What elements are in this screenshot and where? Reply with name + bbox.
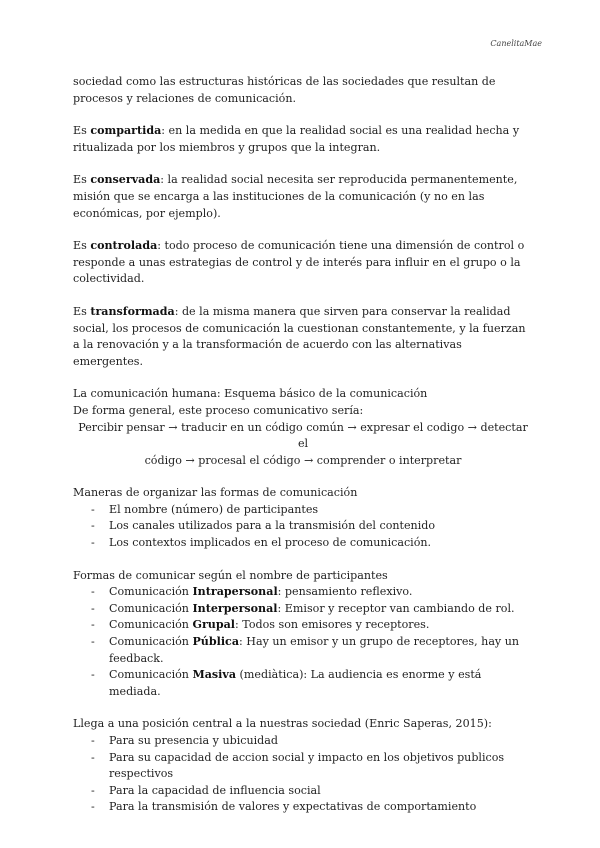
list-item: - Comunicación Pública: Hay un emisor y un grupo de receptores, hay un feedback. (91, 634, 533, 667)
term-conservada: conservada (90, 173, 161, 187)
list-item: - Para su capacidad de accion social y impacto en los objetivos publicos respectivos (91, 750, 533, 783)
term-compartida: compartida (90, 124, 162, 138)
list-item: - Comunicación Masiva (mediàtica): La audiencia es enorme y está mediada. (91, 667, 533, 700)
list-item: - Comunicación Intrapersonal: pensamiento reflexivo. (91, 584, 533, 601)
list-item: - El nombre (número) de participantes (91, 502, 533, 519)
list-item: - Para su presencia y ubicuidad (91, 733, 533, 750)
organize-heading: Maneras de organizar las formas de comunicación (73, 486, 358, 500)
scheme-flow-line-2: código → procesal el código → comprender o interpretar (144, 453, 462, 467)
list-item: - Para la transmisión de valores y expectativas de comportamiento (91, 799, 533, 816)
intro-paragraph: sociedad como las estructuras históricas de las sociedades que resultan de procesos y relaciones de comunicación. (73, 75, 496, 105)
page-header-author: CanelitaMae (490, 39, 542, 48)
trait-transformada: Es transformada: de la misma manera que sirven para conservar la realidad social, los procesos de comunicación la cuestionan constantemente, y la fuerzan a la renovación y a la transformación de acuerdo con las alternativas emergentes. (73, 304, 526, 368)
organize-list (73, 502, 533, 552)
term-transformada: transformada (90, 304, 175, 318)
document-body (73, 74, 533, 816)
trait-compartida: Es compartida: en la medida en que la realidad social es una realidad hecha y ritualizada por los miembros y grupos que la integran. (73, 124, 520, 154)
list-item: - Comunicación Interpersonal: Emisor y receptor van cambiando de rol. (91, 601, 533, 618)
central-heading: Llega a una posición central a la nuestras sociedad (Enric Saperas, 2015): (73, 717, 492, 731)
central-list (73, 733, 533, 816)
forms-heading: Formas de comunicar según el nombre de participantes (73, 568, 388, 582)
trait-conservada: Es conservada: la realidad social necesita ser reproducida permanentemente, misión que se encarga a las instituciones de la comunicación (y no en las económicas, por ejemplo). (73, 173, 518, 220)
scheme-flow-line-1: Percibir pensar → traducir en un código común → expresar el codigo → detectar el (78, 420, 528, 451)
scheme-subtitle: De forma general, este proceso comunicativo sería: (73, 403, 364, 417)
term-controlada: controlada (90, 239, 158, 253)
forms-list (73, 584, 533, 700)
list-item: - Los canales utilizados para a la transmisión del contenido (91, 518, 533, 535)
list-item: - Los contextos implicados en el proceso de comunicación. (91, 535, 533, 552)
list-item: - Comunicación Grupal: Todos son emisores y receptores. (91, 617, 533, 634)
trait-controlada: Es controlada: todo proceso de comunicación tiene una dimensión de control o responde a unas estrategias de control y de interés para influir en el grupo o la colectividad. (73, 239, 525, 286)
scheme-title: La comunicación humana: Esquema básico de la comunicación (73, 387, 428, 401)
list-item: - Para la capacidad de influencia social (91, 783, 533, 800)
